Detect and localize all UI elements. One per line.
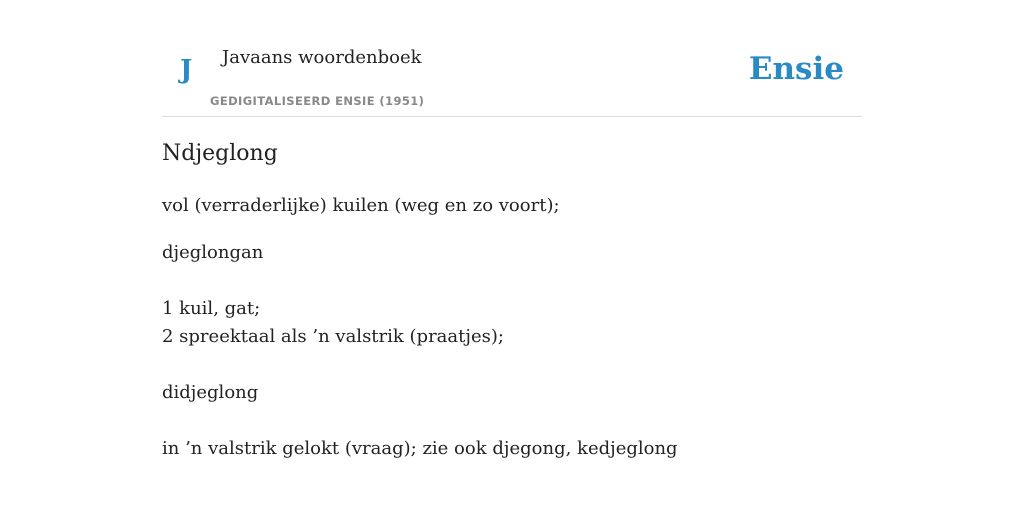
dictionary-name-link[interactable]: Javaans woordenboek xyxy=(222,47,422,68)
subentry-sense: 2 spreektaal als ’n valstrik (praatjes); xyxy=(162,326,504,347)
ensie-brand-logo[interactable]: Ensie xyxy=(748,51,844,87)
subentry-sense: in ’n valstrik gelokt (vraag); zie ook djegong, kedjeglong xyxy=(162,438,678,459)
subentry-word: didjeglong xyxy=(162,382,259,403)
page-container xyxy=(162,0,862,512)
entry-definition: vol (verraderlijke) kuilen (weg en zo voort); xyxy=(162,195,560,216)
dictionary-logo[interactable]: J xyxy=(180,55,193,85)
dictionary-header xyxy=(162,0,862,117)
subentry-word: djeglongan xyxy=(162,242,264,263)
dictionary-subtitle: GEDIGITALISEERD ENSIE (1951) xyxy=(210,94,425,108)
entry-title: Ndjeglong xyxy=(162,141,278,166)
subentry-sense: 1 kuil, gat; xyxy=(162,298,261,319)
